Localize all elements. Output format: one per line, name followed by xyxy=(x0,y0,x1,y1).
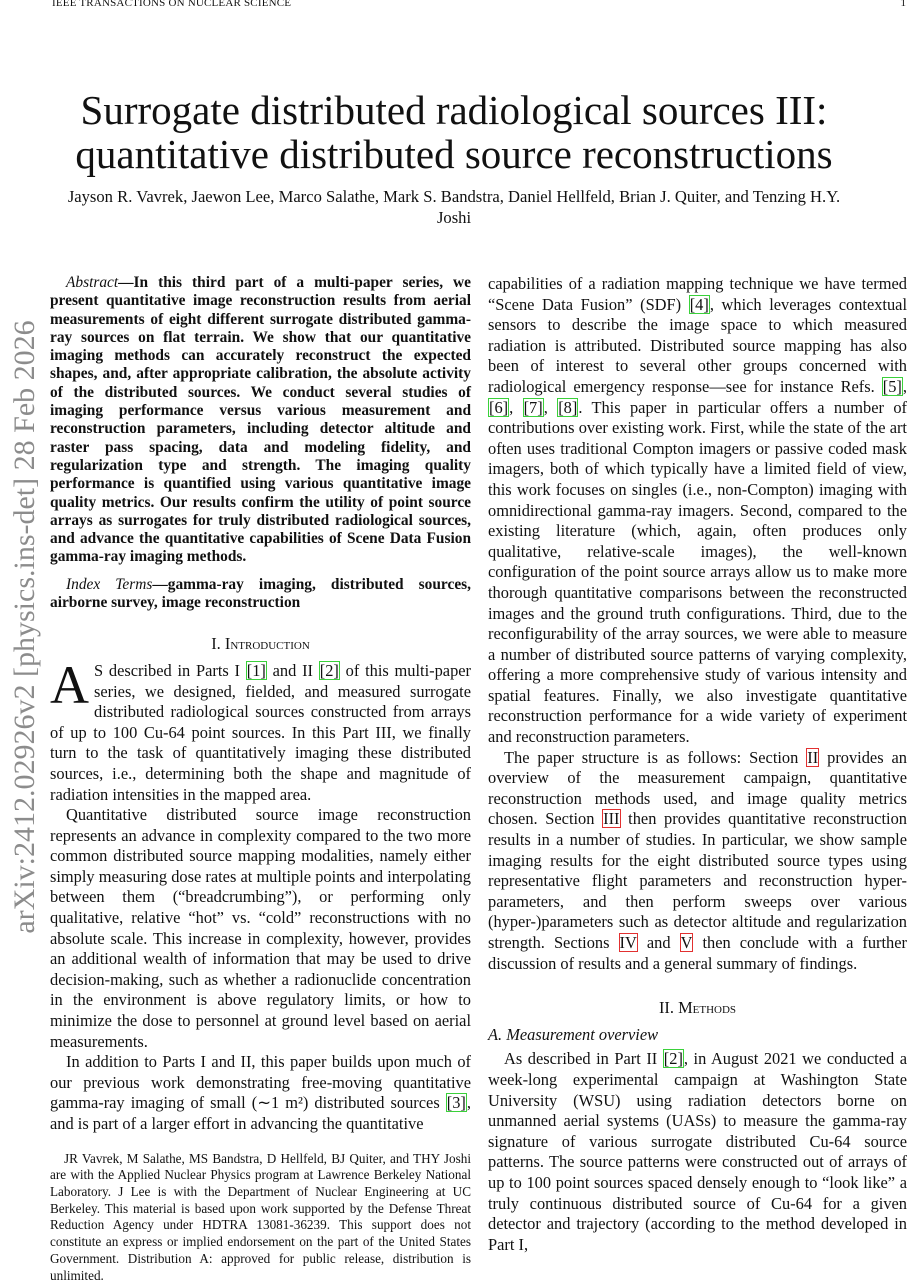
paragraph xyxy=(50,654,471,805)
abstract xyxy=(50,274,471,567)
body-columns xyxy=(0,274,908,1284)
footnote-text: JR Vavrek, M Salathe, MS Bandstra, D Hellfeld, BJ Quiter, and THY Joshi are with the Applied Nuclear Physics program at Lawrence Berkeley National Laboratory. J Lee is with the Department of Nuclear Engineering at UC Berkeley. This material is based upon work supported by the Defense Threat Reduction Agency under HDTRA 13081-36239. This support does not constitute an express or implied endorsement on the part of the United States Government. Distribution A: approved for public release, distribution is unlimited. xyxy=(50,1150,471,1283)
running-header: IEEE TRANSACTIONS ON NUCLEAR SCIENCE xyxy=(52,0,292,9)
abstract-text: —In this third part of a multi-paper series, we present quantitative image reconstruction results from aerial measurements of eight different surrogate distributed gamma-ray sources on flat terrain. We show that our quantitative imaging methods can accurately reconstruct the expected shapes, and, after appropriate calibration, the absolute activity of the distributed sources. We conduct several studies of imaging performance versus various measurement and reconstruction parameters, including detector altitude and raster pass spacing, data and modeling fidelity, and regularization type and strength. The imaging quality performance is quantified using various quantitative image quality metrics. Our results confirm the utility of point source arrays as surrogates for truly distributed radiological sources, and advance the quantitative capabilities of Scene Data Fusion gamma-ray imaging methods. xyxy=(50,274,471,566)
paper-title: Surrogate distributed radiological sources III: quantitative distributed source reconstructions xyxy=(75,87,833,177)
methods-paragraph xyxy=(488,1049,907,1255)
section-heading-introduction: I. Introduction xyxy=(211,634,310,654)
drop-cap: A xyxy=(50,654,89,715)
paragraph-text: then provides quantitative reconstruction results in a number of studies. In particular, we show sample imaging results for the eight distributed source types using representative flight parameters and reconstruction hyper-parameters, and then perform sweeps over various (hyper-)parameters such as detector altitude and regularization strength. Sections xyxy=(488,809,907,952)
introduction-body-continued xyxy=(488,274,907,974)
citation-link[interactable]: [2] xyxy=(663,1049,683,1069)
paragraph-text: of this multi-paper series, we designed, fielded, and measured surrogate distributed radiological sources constructed from arrays of up to 100 Cu-64 point sources. In this Part III, we finally turn to the task of quantitatively imaging these distributed sources, i.e., determining both the shape and magnitude of radiation intensities in the mapped area. xyxy=(50,660,471,804)
left-column xyxy=(50,274,471,1284)
index-terms-label: Index Terms xyxy=(66,575,153,593)
index-terms-text: —gamma-ray imaging, distributed sources, airborne survey, image reconstruction xyxy=(50,575,471,612)
paragraph-text: capabilities of a radiation mapping technique we have termed “Scene Data Fusion” (SDF) xyxy=(488,274,907,314)
paragraph-text: , in August 2021 we conducted a week-long experimental campaign at Washington State University (WSU) using radiation detectors borne on unmanned aerial systems (UASs) to measure the gamma-ray signature of various surrogate distributed Cu-64 source patterns. The source patterns were constructed out of arrays of up to 100 point sources spaced densely enough to “look like” a truly continuous distributed source of Cu-64 for a given detector and trajectory (according to the method developed in Part I, xyxy=(488,1049,907,1254)
paragraph xyxy=(50,805,471,1052)
page-header xyxy=(0,0,908,14)
paragraph-text: The paper structure is as follows: Section xyxy=(504,747,807,767)
citation-link[interactable]: [5] xyxy=(882,376,902,396)
paragraph-text: As described in Part II xyxy=(504,1049,663,1069)
section-link[interactable]: V xyxy=(680,933,693,952)
footnote xyxy=(50,1135,471,1284)
index-terms xyxy=(50,576,471,613)
subsection-heading-measurement-overview: A. Measurement overview xyxy=(488,1024,659,1044)
right-column xyxy=(488,274,907,1284)
paragraph-text: and xyxy=(637,933,680,952)
introduction-body xyxy=(50,654,471,1135)
paragraph-text: then conclude with a further discussion of results and a general summary of findings. xyxy=(488,933,907,973)
page-number: 1 xyxy=(900,0,906,9)
paragraph-text: In addition to Parts I and II, this paper builds upon much of our previous work demonstrating free-moving quantitative gamma-ray imaging of small (∼1 m²) distributed sources xyxy=(50,1052,471,1113)
citation-link[interactable]: [3] xyxy=(446,1093,466,1113)
author-list: Jayson R. Vavrek, Jaewon Lee, Marco Salathe, Mark S. Bandstra, Daniel Hellfeld, Brian J. Quiter, and Tenzing H.Y. Joshi xyxy=(67,187,841,227)
paragraph-text: and II xyxy=(266,660,319,680)
paragraph-text: , and is part of a larger effort in advancing the quantitative xyxy=(50,1093,471,1133)
citation-link[interactable]: [8] xyxy=(558,397,578,417)
section-link[interactable]: III xyxy=(603,809,620,829)
paragraph-text: , xyxy=(543,397,558,417)
section-link[interactable]: II xyxy=(807,747,819,767)
paragraph-text: S described in Parts I xyxy=(94,660,246,680)
citation-link[interactable]: [6] xyxy=(489,397,509,417)
citation-link[interactable]: [4] xyxy=(689,294,709,314)
citation-link[interactable]: [7] xyxy=(523,397,543,417)
arxiv-watermark[interactable]: arXiv:2412.02926v2 [physics.ins-det] 28 Feb 2026 xyxy=(8,320,41,934)
abstract-label: Abstract xyxy=(66,274,119,291)
paragraph xyxy=(488,274,907,748)
paragraph-text: , xyxy=(509,397,523,417)
paragraph-text: , which leverages contextual sensors to describe the image space to which measured radiation is attributed. Distributed source mapping has also been of interest to several other groups concerned with radiological emergency response—see for instance Refs. xyxy=(488,294,907,396)
citation-link[interactable]: [1] xyxy=(246,660,266,680)
paragraph xyxy=(488,748,907,975)
paragraph-text: , xyxy=(902,376,907,396)
paragraph-text: . This paper in particular offers a number of contributions over existing work. First, while the state of the art often uses traditional Compton imagers or passive coded mask imagers, both of which typically have a limited field of view, this work focuses on singles (i.e., non-Compton) imaging with omnidirectional gamma-ray imagers. Second, compared to the existing literature (which, again, often produces only qualitative, relative-scale images), the well-known configuration of the point source arrays allow us to make more thorough quantitative comparisons between the reconstructed images and the ground truth configurations. Third, due to the reconfigurability of the array sources, we were able to measure a number of distributed source patterns of varying complexity, offering a more comprehensive study of various intensity and spatial features. Finally, we also investigate quantitative reconstruction performance for a wide variety of experiment and reconstruction parameters. xyxy=(488,397,908,747)
paragraph-text: Quantitative distributed source image reconstruction represents an advance in complexity compared to the two more common distributed source mapping modalities, namely either simply measuring dose rates at multiple points and interpolating between them (“breadcrumbing”), or performing only qualitative, relative “hot” vs. “cold” reconstructions with no absolute scale. This increase in complexity, however, provides an additional wealth of information that may be used to drive decision-making, such as whether a radionuclide concentration in the environment is above regulatory limits, or how to minimize the dose to personnel at ground level based on aerial measurements. xyxy=(50,805,471,1051)
section-heading-methods: II. Methods xyxy=(658,998,737,1018)
section-link[interactable]: IV xyxy=(619,933,637,952)
paragraph-text: provides an overview of the measurement campaign, quantitative reconstruction methods used, and image quality metrics chosen. Section xyxy=(488,747,907,829)
paragraph xyxy=(50,1052,471,1134)
citation-link[interactable]: [2] xyxy=(319,660,339,680)
